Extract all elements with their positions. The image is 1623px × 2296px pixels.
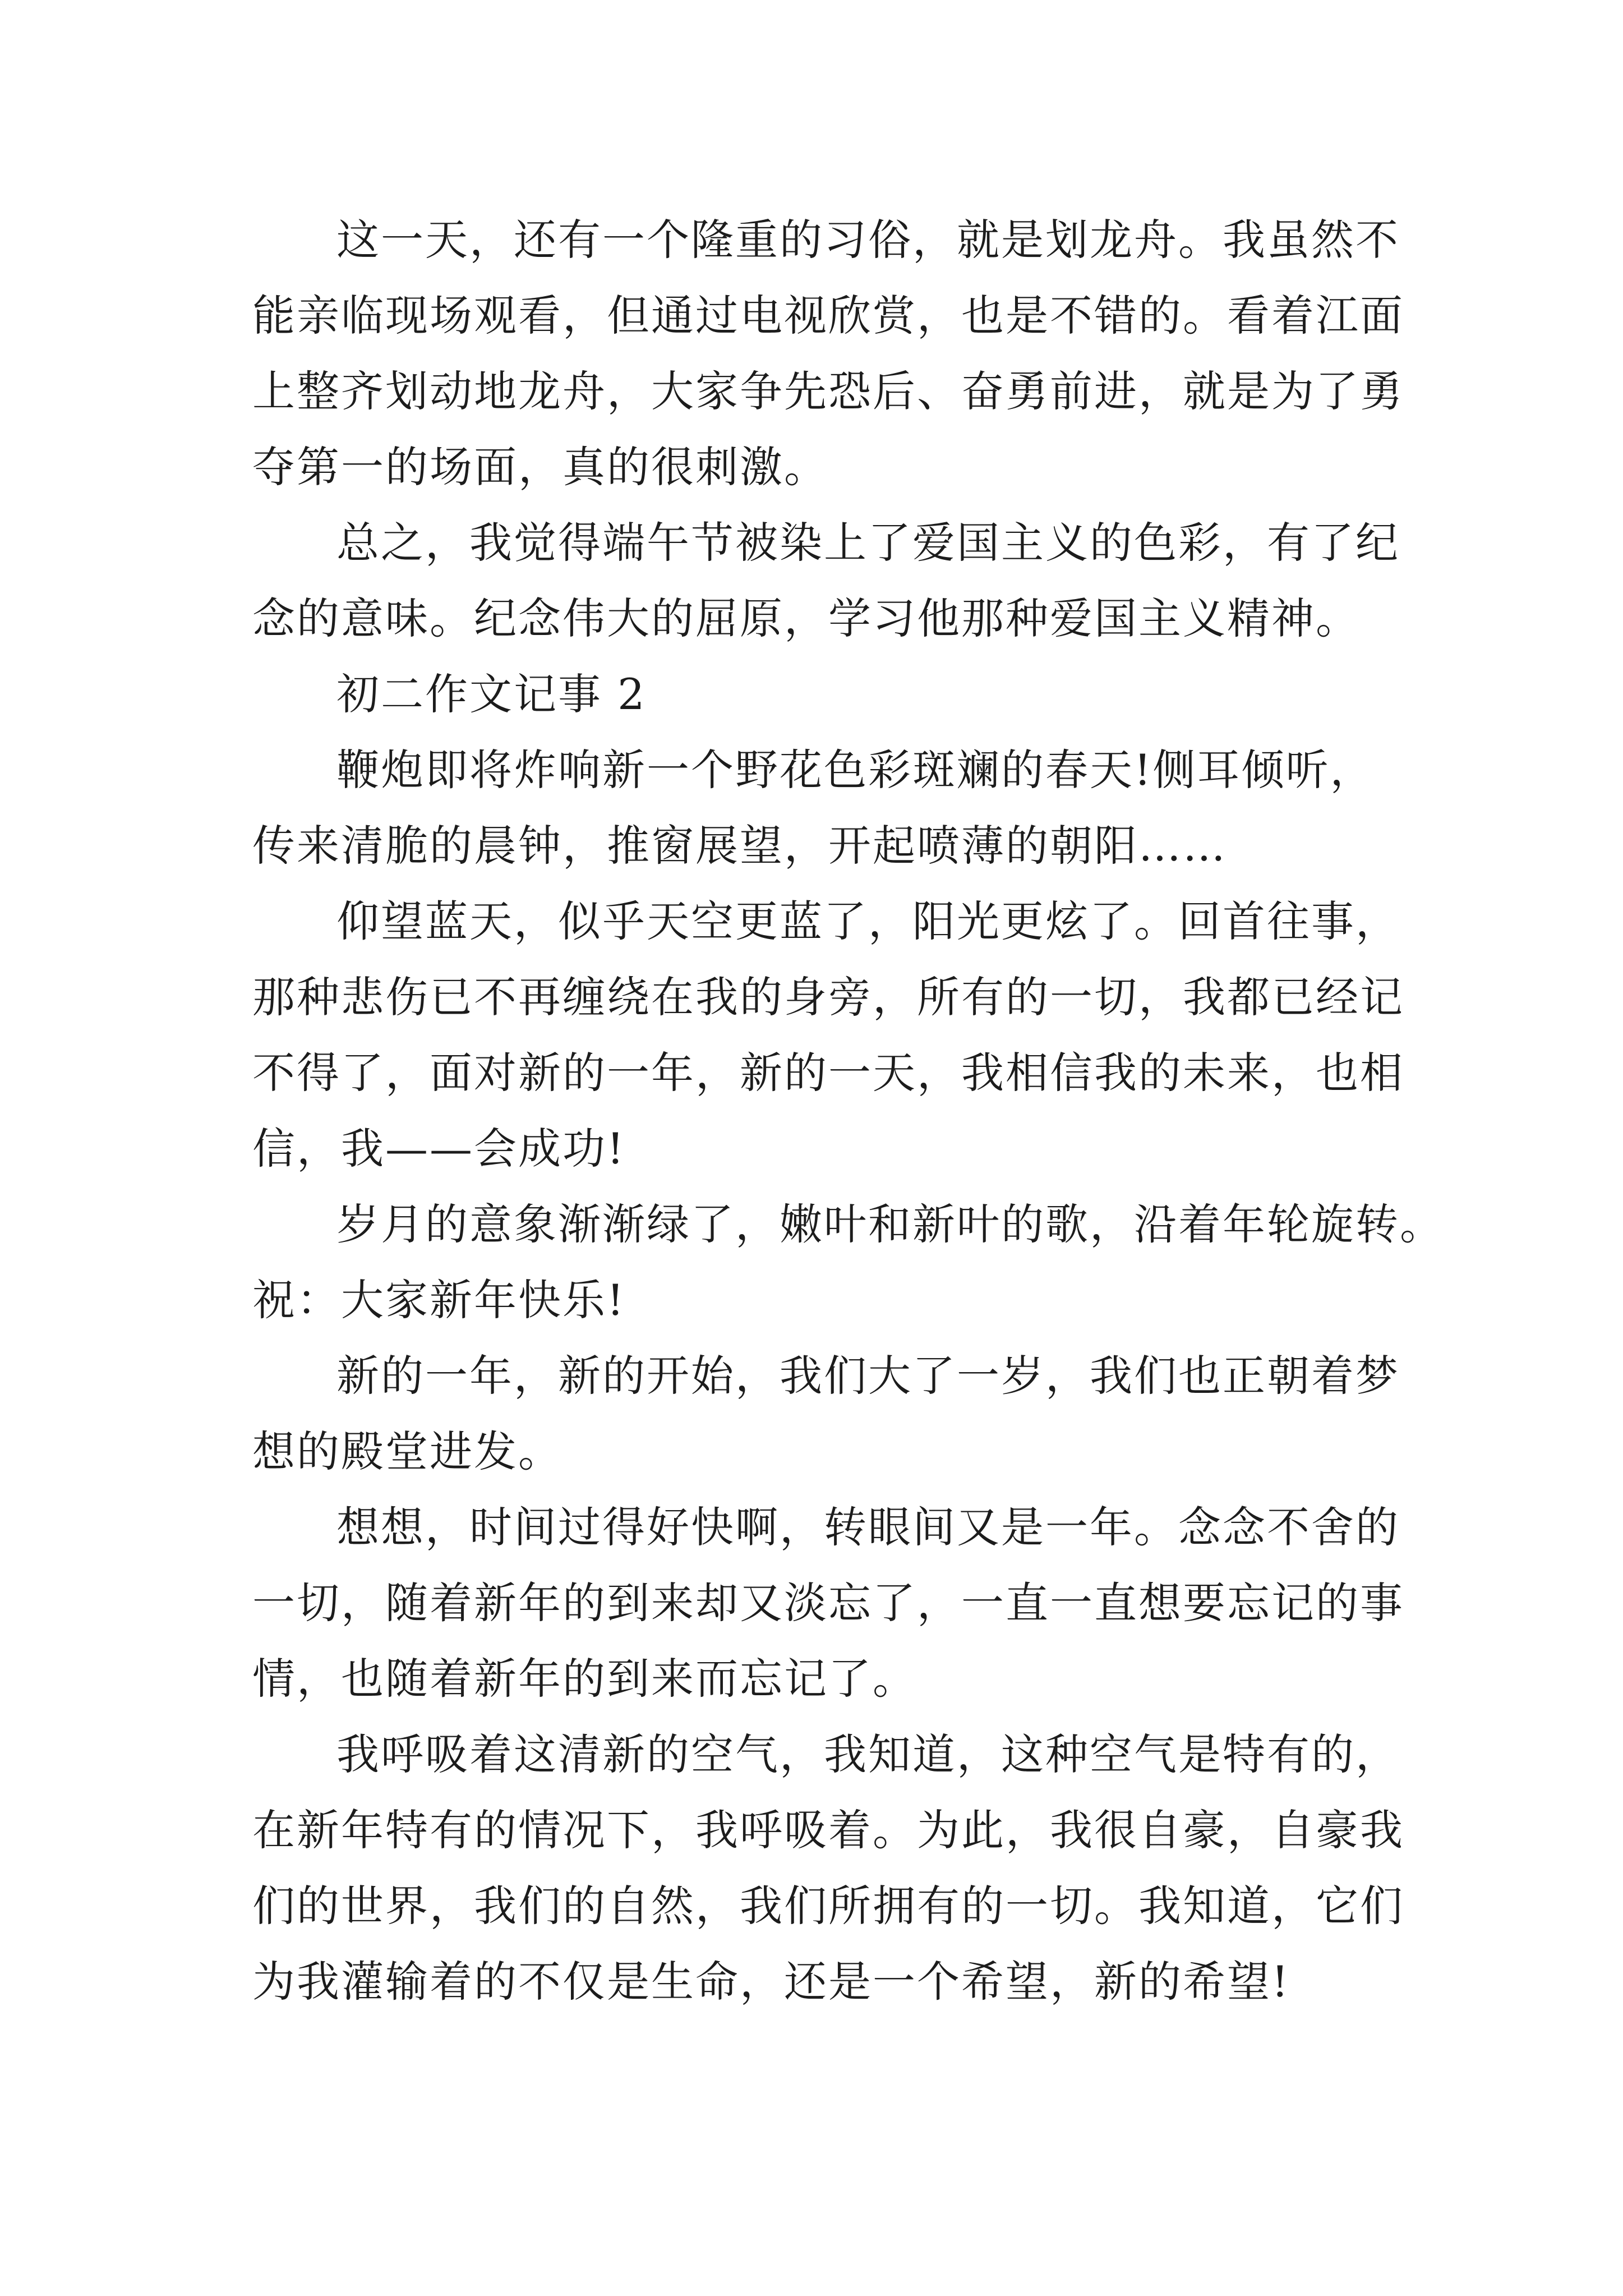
paragraph-first-line: 我呼吸着这清新的空气，我知道，这种空气是特有的， [336,1729,1400,1779]
essay-body [252,202,1444,2019]
paragraph-first-line: 总之，我觉得端午节被染上了爱国主义的色彩，有了纪 [336,518,1400,568]
paragraph-first-line: 仰望蓝天，似乎天空更蓝了，阳光更炫了。回首往事， [336,896,1400,946]
paragraph-line: 传来清脆的晨钟，推窗展望，开起喷薄的朝阳…… [252,821,1227,871]
paragraph-first-line: 这一天，还有一个隆重的习俗，就是划龙舟。我虽然不 [336,215,1400,265]
paragraph-line: 夺第一的场面，真的很刺激。 [252,442,828,492]
paragraph-line: 情，也随着新年的到来而忘记了。 [252,1654,917,1704]
paragraph-first-line: 岁月的意象渐渐绿了，嫩叶和新叶的歌，沿着年轮旋转。 [336,1199,1444,1249]
paragraph-first-line: 想想，时间过得好快啊，转眼间又是一年。念念不舍的 [336,1502,1400,1552]
paragraph-line: 那种悲伤已不再缠绕在我的身旁，所有的一切，我都已经记 [252,972,1404,1022]
paragraph-line: 在新年特有的情况下，我呼吸着。为此，我很自豪，自豪我 [252,1805,1404,1855]
paragraph-line: 念的意味。纪念伟大的屈原，学习他那种爱国主义精神。 [252,593,1360,643]
paragraph-first-line: 新的一年，新的开始，我们大了一岁，我们也正朝着梦 [336,1351,1400,1401]
paragraph-line: 能亲临现场观看，但通过电视欣赏，也是不错的。看着江面 [252,291,1404,341]
paragraph-line: 们的世界，我们的自然，我们所拥有的一切。我知道，它们 [252,1881,1404,1931]
paragraph-line: 祝：大家新年快乐! [252,1275,626,1325]
paragraph-line: 上整齐划动地龙舟，大家争先恐后、奋勇前进，就是为了勇 [252,366,1404,416]
paragraph-first-line: 初二作文记事 2 [336,669,647,719]
paragraph-line: 不得了，面对新的一年，新的一天，我相信我的未来，也相 [252,1048,1404,1098]
paragraph-first-line: 鞭炮即将炸响新一个野花色彩斑斓的春天!侧耳倾听， [336,745,1375,795]
paragraph-line: 想的殿堂进发。 [252,1427,562,1476]
paragraph-line: 信，我——会成功! [252,1124,626,1174]
paragraph-line: 为我灌输着的不仅是生命，还是一个希望，新的希望! [252,1957,1290,2007]
paragraph-line: 一切，随着新年的到来却又淡忘了，一直一直想要忘记的事 [252,1578,1404,1628]
